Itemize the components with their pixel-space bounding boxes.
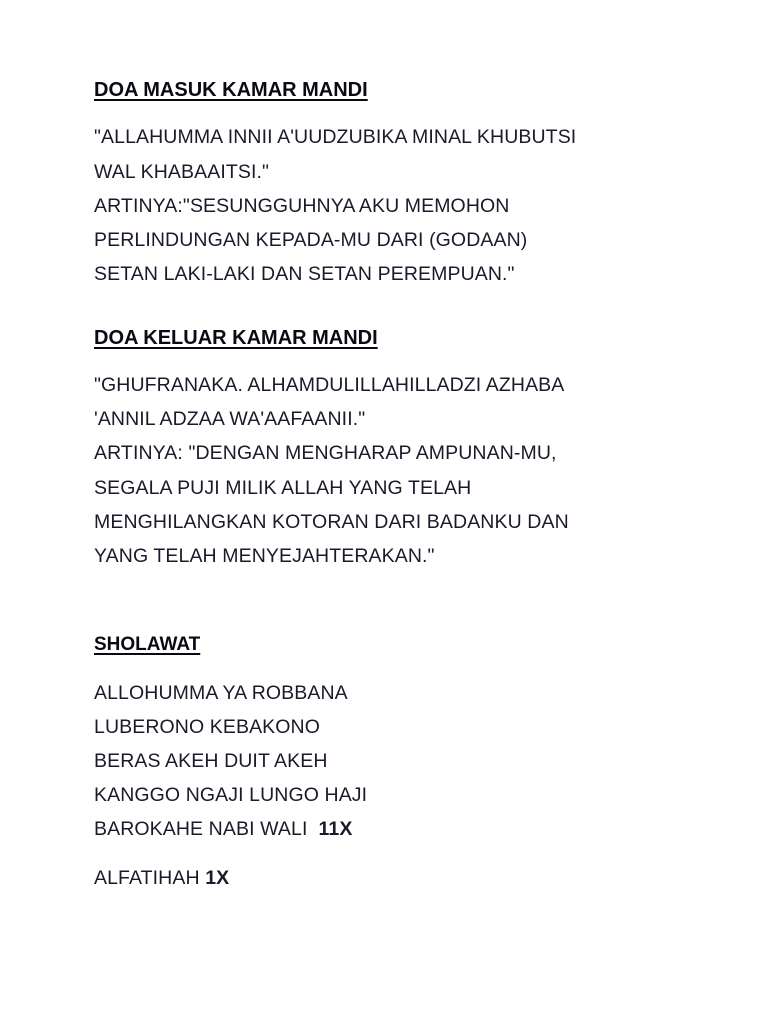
sholawat-line-5	[94, 818, 352, 841]
heading-doa-masuk: DOA MASUK KAMAR MANDI	[94, 79, 368, 101]
alfatihah-text: ALFATIHAH	[94, 867, 200, 889]
sholawat-line-2: LUBERONO KEBAKONO	[94, 716, 321, 738]
sholawat-line-1: ALLOHUMMA YA ROBBANA	[94, 682, 348, 704]
doa-keluar-line-3: ARTINYA: "DENGAN MENGHARAP AMPUNAN-MU,	[94, 442, 557, 464]
doa-keluar-line-5: MENGHILANGKAN KOTORAN DARI BADANKU DAN	[94, 511, 569, 533]
alfatihah-line	[94, 867, 229, 890]
sholawat-line-3: BERAS AKEH DUIT AKEH	[94, 750, 328, 772]
doa-keluar-line-1: "GHUFRANAKA. ALHAMDULILLAHILLADZI AZHABA	[94, 374, 565, 396]
doa-masuk-line-3: ARTINYA:"SESUNGGUHNYA AKU MEMOHON	[94, 195, 510, 217]
alfatihah-count: 1X	[205, 867, 230, 889]
heading-doa-keluar: DOA KELUAR KAMAR MANDI	[94, 327, 378, 349]
doa-masuk-line-4: PERLINDUNGAN KEPADA-MU DARI (GODAAN)	[94, 229, 528, 251]
doa-masuk-line-5: SETAN LAKI-LAKI DAN SETAN PEREMPUAN."	[94, 263, 515, 285]
sholawat-line-4: KANGGO NGAJI LUNGO HAJI	[94, 784, 368, 806]
heading-sholawat: SHOLAWAT	[94, 634, 201, 655]
sholawat-line-5-text: BAROKAHE NABI WALI	[94, 818, 308, 840]
doa-masuk-line-2: WAL KHABAAITSI."	[94, 161, 270, 183]
repeat-count: 11X	[318, 818, 353, 840]
doa-masuk-line-1: "ALLAHUMMA INNII A'UUDZUBIKA MINAL KHUBUTSI	[94, 126, 577, 148]
doa-keluar-line-2: 'ANNIL ADZAA WA'AAFAANII."	[94, 408, 366, 430]
doa-keluar-line-4: SEGALA PUJI MILIK ALLAH YANG TELAH	[94, 477, 472, 499]
doa-keluar-line-6: YANG TELAH MENYEJAHTERAKAN."	[94, 545, 435, 567]
